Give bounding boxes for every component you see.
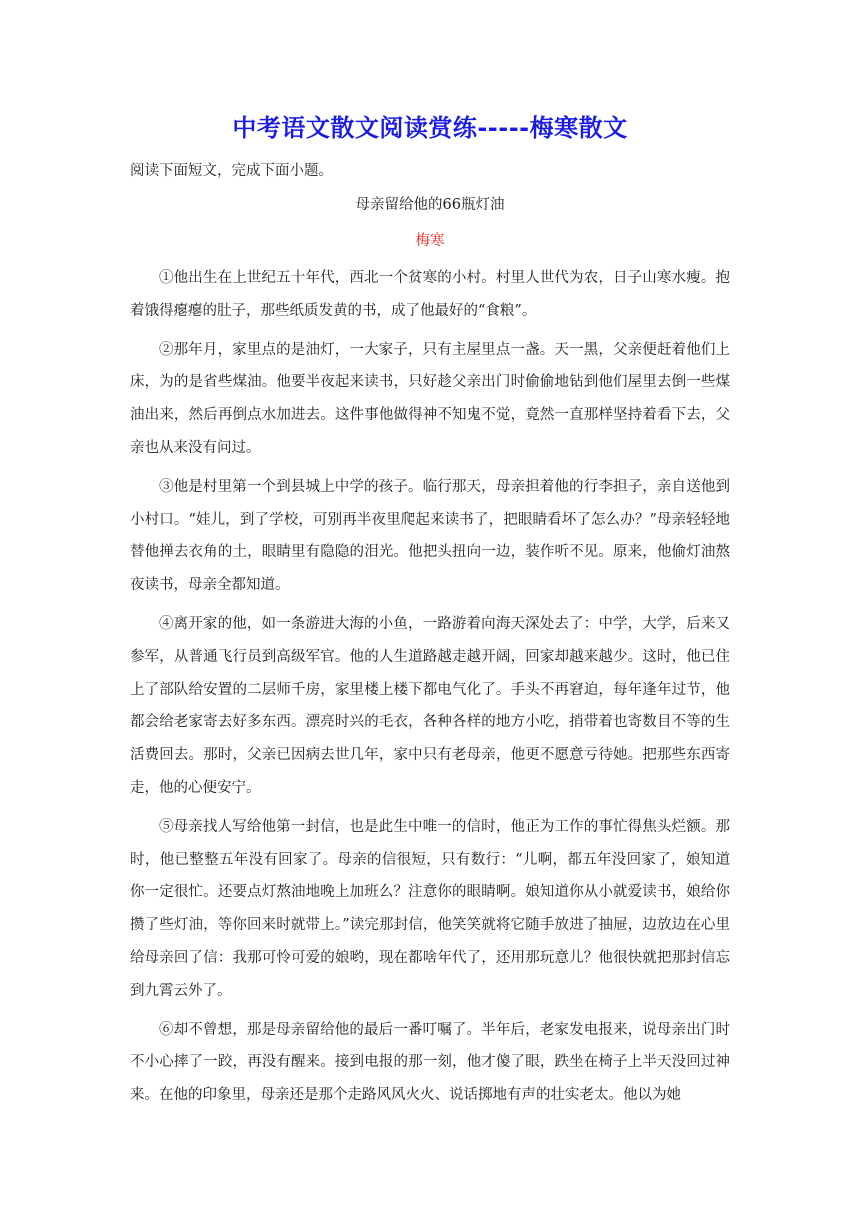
article-title: 母亲留给他的66瓶灯油 — [355, 197, 505, 213]
reading-instruction: 阅读下面短文，完成下面小题。 — [130, 163, 333, 179]
paragraph-3: ③他是村里第一个到县城上中学的孩子。临行那天，母亲担着他的行李担子，亲自送他到小村口。“娃儿，到了学校，可别再半夜里爬起来读书了，把眼睛看坏了怎么办？”母亲轻轻地替他掸去衣角的土，眼睛里有隐隐的泪光。他把头扭向一边，装作听不见。原来，他偷灯油熬夜读书，母亲全都知道。 — [130, 478, 730, 594]
article-author: 梅寒 — [415, 233, 445, 249]
paragraph-6: ⑥却不曾想，那是母亲留给他的最后一番叮嘱了。半年后，老家发电报来，说母亲出门时不小心摔了一跤，再没有醒来。接到电报的那一刻，他才傻了眼，跌坐在椅子上半天没回过神来。在他的印象里，母亲还是那个走路风风火火、说话掷地有声的壮实老太。他以为她 — [130, 1021, 730, 1104]
paragraph-5: ⑤母亲找人写给他第一封信，也是此生中唯一的信时，他正为工作的事忙得焦头烂额。那时，他已整整五年没有回家了。母亲的信很短，只有数行：“儿啊，都五年没回家了，娘知道你一定很忙。还要点灯熬油地晚上加班么？注意你的眼睛啊。娘知道你从小就爱读书，娘给你攒了些灯油，等你回来时就带上。”读完那封信，他笑笑就将它随手放进了抽屉，边放边在心里给母亲回了信：我那可怜可爱的娘哟，现在都啥年代了，还用那玩意儿？他很快就把那封信忘到九霄云外了。 — [130, 818, 730, 999]
paragraph-1: ①他出生在上世纪五十年代，西北一个贫寒的小村。村里人世代为农，日子山寒水瘦。抱着饿得瘪瘪的肚子，那些纸质发黄的书，成了他最好的“食粮”。 — [130, 270, 730, 319]
document-page — [130, 110, 730, 1118]
paragraph-2: ②那年月，家里点的是油灯，一大家子，只有主屋里点一盏。天一黑，父亲便赶着他们上床，为的是省些煤油。他要半夜起来读书，只好趁父亲出门时偷偷地钻到他们屋里去倒一些煤油出来，然后再倒点水加进去。这件事他做得神不知鬼不觉，竟然一直那样坚持着看下去，父亲也从来没有问过。 — [130, 341, 730, 456]
paragraph-4: ④离开家的他，如一条游进大海的小鱼，一路游着向海天深处去了：中学，大学，后来又参军，从普通飞行员到高级军官。他的人生道路越走越开阔，回家却越来越少。这时，他已住上了部队给安置的二层师千房，家里楼上楼下都电气化了。手头不再窘迫，每年逢年过节，他都会给老家寄去好多东西。漂亮时兴的毛衣，各种各样的地方小吃，捎带着也寄数目不等的生活费回去。那时，父亲已因病去世几年，家中只有老母亲，他更不愿意亏待她。把那些东西寄走，他的心便安宁。 — [130, 615, 730, 796]
document-title: 中考语文散文阅读赏练-----梅寒散文 — [232, 114, 628, 142]
